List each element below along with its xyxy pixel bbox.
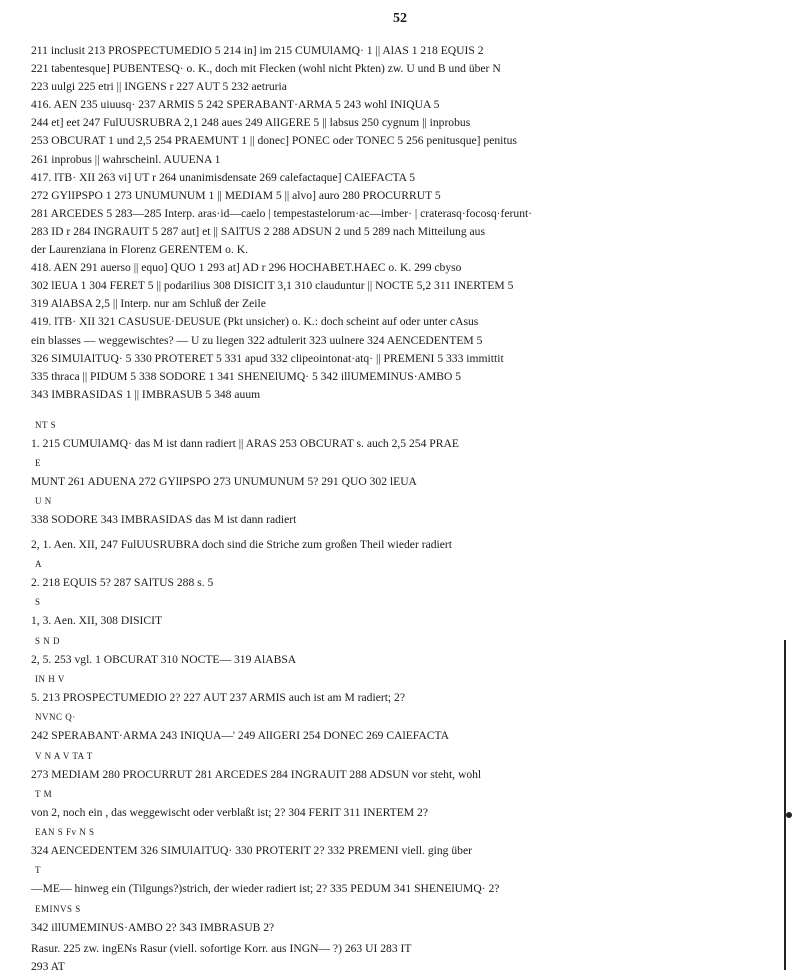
section-gap: [31, 404, 783, 414]
apparatus-line: 253 OBCURAT 1 und 2,5 254 PRAEMUNT 1 || donec] PONEC oder TONEC 5 256 penitusque] penitus: [31, 134, 517, 148]
variant-line: 2, 1. Aen. XII, 247 FulUUSRUBRA doch sind die Striche zum großen Theil wieder radiert: [31, 537, 452, 551]
variant-line: 2. 218 EQUIS 5? 287 SAlTUS 288 s. 5: [31, 576, 214, 590]
variant-line: 324 AENCEDENTEM 326 SIMUlAlTUQ· 330 PROTERIT 2? 332 PREMENI viell. ging über: [31, 844, 472, 858]
variant-line: 2, 5. 253 vgl. 1 OBCURAT 310 NOCTE— 319 AlABSA: [31, 652, 297, 666]
apparatus-line: 223 uulgi 225 etri || INGENS r 227 AUT 5 232 aetruria: [31, 80, 287, 94]
apparatus-line: 319 AlABSA 2,5 || Interp. nur am Schluß der Zeile: [31, 297, 266, 311]
apparatus-line: 244 et] eet 247 FulUUSRUBRA 2,1 248 aues 249 AlIGERE 5 || labsus 250 cygnum || inprobus: [31, 116, 471, 130]
footer-section: [31, 940, 783, 977]
apparatus-line: 326 SIMUlAlTUQ· 5 330 PROTERET 5 331 apud 332 clipeointonat·atq· || PREMENI 5 333 immittit: [31, 351, 504, 365]
variant-superscript: NVNC Q·: [35, 712, 76, 723]
apparatus-line: 283 ID r 284 INGRAUIT 5 287 aut] et || SAlTUS 2 288 ADSUN 2 und 5 289 nach Mitteilung aus: [31, 224, 485, 238]
variant-superscript: S N D: [35, 635, 61, 646]
variant-superscript: S: [35, 597, 41, 608]
right-margin-rule: [784, 640, 786, 970]
apparatus-line: 281 ARCEDES 5 283—285 Interp. aras·id—caelo | tempestastelorum·ac—imber· | craterasq·focosq·ferunt·: [31, 206, 533, 220]
apparatus-line: der Laurenziana in Florenz GERENTEM o. K.: [31, 243, 248, 257]
variant-line: von 2, noch ein , das weggewischt oder verblaßt ist; 2? 304 FERIT 311 INERTEM 2?: [31, 805, 428, 819]
variant-superscript: U N: [35, 496, 52, 507]
variant-line: 273 MEDIAM 280 PROCURRUT 281 ARCEDES 284 INGRAUIT 288 ADSUN vor steht, wohl: [31, 767, 482, 781]
page-content: [31, 42, 783, 977]
variant-line: MUNT 261 ADUENA 272 GYlIPSPO 273 UNUMUNUM 5? 291 QUO 302 lEUA: [31, 475, 417, 489]
apparatus-line: 343 IMBRASIDAS 1 || IMBRASUB 5 348 auum: [31, 387, 261, 401]
variant-line: 242 SPERABANT·ARMA 243 INIQUA—' 249 AlIGERI 254 DONEC 269 CAlEFACTA: [31, 729, 450, 743]
variant-superscript: IN H V: [35, 673, 65, 684]
apparatus-section: [31, 42, 783, 404]
apparatus-line: 272 GYlIPSPO 1 273 UNUMUNUM 1 || MEDIAM 5 || alvo] auro 280 PROCURRUT 5: [31, 188, 441, 202]
apparatus-line: 335 thraca || PIDUM 5 338 SODORE 1 341 SHENElUMQ· 5 342 illUMEMINUS·AMBO 5: [31, 369, 462, 383]
apparatus-line: 419. lTB· XII 321 CASUSUE·DEUSUE (Pkt unsicher) o. K.: doch scheint auf oder unter cAsus: [31, 315, 479, 329]
apparatus-line: 211 inclusit 213 PROSPECTUMEDIO 5 214 in] im 215 CUMUlAMQ· 1 || AlAS 1 218 EQUIS 2: [31, 44, 484, 57]
apparatus-line: 416. AEN 235 uiuusq· 237 ARMIS 5 242 SPERABANT·ARMA 5 243 wohl INIQUA 5: [31, 98, 440, 112]
variant-superscript: E: [35, 458, 41, 469]
variants-section: [31, 418, 783, 940]
variant-superscript: A: [35, 559, 42, 570]
variant-line: 342 illUMEMINUS·AMBO 2? 343 IMBRASUB 2?: [31, 920, 275, 934]
apparatus-line: 418. AEN 291 auerso || equo] QUO 1 293 at] AD r 296 HOCHABET.HAEC o. K. 299 cbyso: [31, 261, 462, 275]
footer-line: 293 AT: [31, 960, 65, 974]
variant-superscript: T M: [35, 788, 53, 799]
variant-line: 5. 213 PROSPECTUMEDIO 2? 227 AUT 237 ARMIS auch ist am M radiert; 2?: [31, 690, 405, 704]
right-margin-dot: [786, 812, 792, 818]
variant-line: 1, 3. Aen. XII, 308 DISICIT: [31, 614, 163, 628]
apparatus-line: 302 lEUA 1 304 FERET 5 || podarilius 308 DISICIT 3,1 310 clauduntur || NOCTE 5,2 311 INERTEM 5: [31, 279, 514, 293]
variant-line: 1. 215 CUMUlAMQ· das M ist dann radiert || ARAS 253 OBCURAT s. auch 2,5 254 PRAE: [31, 436, 459, 450]
variant-line: —ME— hinweg ein (Tilgungs?)strich, der wieder radiert ist; 2? 335 PEDUM 341 SHENElUMQ· 2?: [31, 882, 500, 896]
variant-superscript: T: [35, 865, 41, 876]
apparatus-line: ein blasses — weggewischtes? — U zu liegen 322 adtulerit 323 uulnere 324 AENCEDENTEM 5: [31, 333, 483, 347]
apparatus-line: 261 inprobus || wahrscheinl. AUUENA 1: [31, 152, 221, 166]
apparatus-line: 417. lTB· XII 263 vi] UT r 264 unanimisdensate 269 calefactaque] CAlEFACTA 5: [31, 170, 416, 184]
variant-line: 338 SODORE 343 IMBRASIDAS das M ist dann radiert: [31, 513, 297, 527]
page-number: 52: [393, 11, 407, 26]
variant-superscript: NT S: [35, 419, 57, 430]
variant-superscript: EAN S Fv N S: [35, 827, 95, 838]
variant-superscript: V N A V TA T: [35, 750, 93, 761]
variant-superscript: EMINVS S: [35, 903, 81, 914]
apparatus-line: 221 tabentesque] PUBENTESQ· o. K., doch mit Flecken (wohl nicht Pkten) zw. U und B und über N: [31, 62, 501, 76]
footer-line: Rasur. 225 zw. ingENs Rasur (viell. sofortige Korr. aus INGN— ?) 263 UI 283 IT: [31, 942, 412, 956]
